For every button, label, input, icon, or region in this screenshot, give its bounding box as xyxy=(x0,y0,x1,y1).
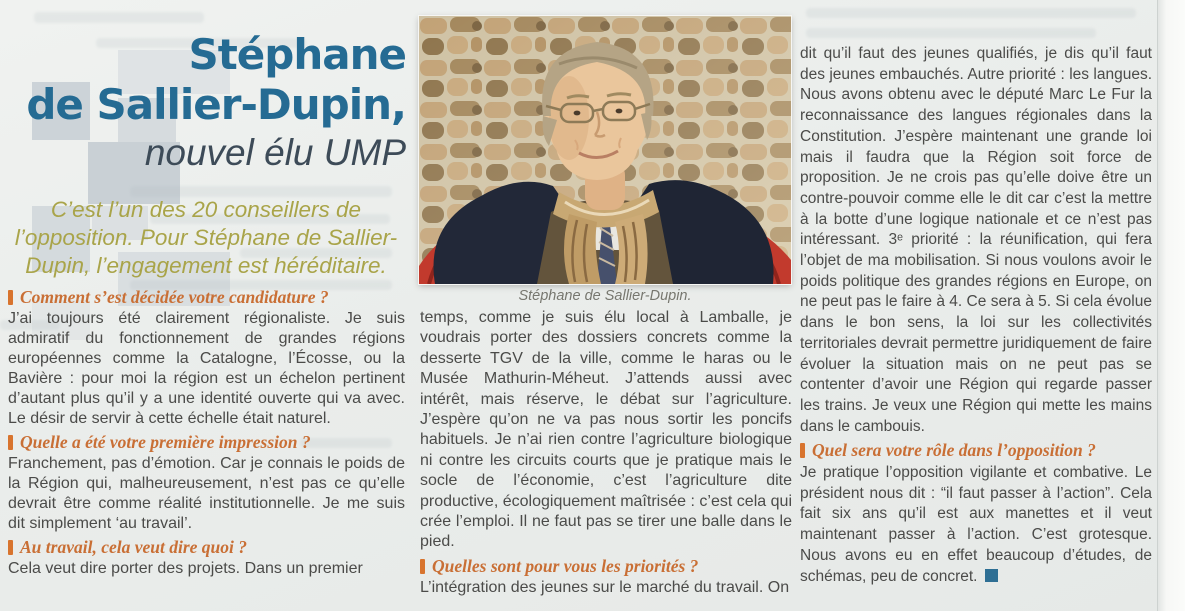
question-text: Quel sera votre rôle dans l’opposition ? xyxy=(812,440,1096,461)
question-row xyxy=(800,440,1152,461)
answer-paragraph: Cela veut dire porter des projets. Dans un premier xyxy=(8,560,363,577)
title-line-1: Stéphane xyxy=(188,30,406,79)
article-title xyxy=(8,30,406,176)
question-text: Comment s’est décidée votre candidature ? xyxy=(20,287,329,307)
answer-paragraph: Franchement, pas d’émotion. Car je connais le poids de la Région qui, malheureusement, n’est pas ce qu’elle devrait être comme réalité institutionnelle. Je me suis dit simplement ‘au travail’. xyxy=(8,455,405,532)
answer-paragraph xyxy=(800,463,1152,587)
column-middle xyxy=(420,308,792,600)
question-row xyxy=(8,537,405,557)
question-row xyxy=(8,432,405,452)
portrait-photo-illustration xyxy=(419,16,791,284)
question-text: Quelles sont pour vous les priorités ? xyxy=(432,555,699,576)
question-marker-bar xyxy=(800,443,805,458)
answer-text: Je pratique l’opposition vigilante et combative. Le président nous dit : “il faut passer à l’action”. Cela fait six ans qu’il est aux manettes et il veut maintenant passer à l’action. C’est grotesque. Nous avons eu en effet beaucoup d’études, de schémas, peu de concret. xyxy=(800,464,1152,585)
question-marker-bar xyxy=(8,290,13,305)
article-lede: C’est l’un des 20 conseillers de l’opposition. Pour Stéphane de Sallier-Dupin, l’engagement est héréditaire. xyxy=(14,197,398,278)
page-edge xyxy=(1157,0,1185,611)
question-row xyxy=(420,556,792,576)
question-marker-bar xyxy=(420,559,425,574)
answer-paragraph: temps, comme je suis élu local à Lamballe, je voudrais porter des dossiers concrets comme la desserte TGV de la ville, comme le haras ou le Musée Mathurin-Méheut. J’attends aussi avec intérêt, mais réserve, le débat sur l’agriculture. J’espère qu’on ne va pas nous sortir les poncifs habituels. Je n’ai rien contre l’agriculture biologique ni contre les circuits courts que je pratique mais le socle de l’économie, c’est l’agriculture dite productive, écologiquement maîtrisée : c’est cela qui crée l’emploi. Il ne faut pas se tirer une balle dans le pied. xyxy=(420,309,792,551)
question-marker-bar xyxy=(8,540,13,555)
answer-paragraph: L’intégration des jeunes sur le marché du travail. On xyxy=(420,579,790,597)
question-marker-bar xyxy=(8,435,13,450)
question-text: Quelle a été votre première impression ? xyxy=(20,432,311,452)
answer-paragraph: dit qu’il faut des jeunes qualifiés, je dis qu’il faut des jeunes embauchés. Autre priorité : les langues. Nous avons obtenu avec le député Marc Le Fur la reconnaissance des langues régionales dans la Constitution. J’espère maintenant une grande loi mais il faudra que la Région soit force de proposition. Je ne crois pas qu’elle doive être un contre-pouvoir comme elle le dit car c’est la mettre à la botte d’une logique nationale et ce n’est pas intéressant. 3ᵉ priorité : la réunification, qui fera l’objet de ma mobilisation. Si nous voulons avoir le poids politique des grandes régions en Europe, on ne peut pas le faire à 4. Ce sera à 5. Si cela évolue dans le bon sens, la loi sur les collectivités territoriales devrait permettre juridiquement de faire évoluer la situation mais on ne peut pas se contenter d’avoir une Région qui regarde passer les trains. Je veux une Région qui mette les mains dans le cambouis. xyxy=(800,45,1152,435)
column-right xyxy=(800,44,1152,588)
title-line-3: nouvel élu UMP xyxy=(144,132,406,173)
photo-caption: Stéphane de Sallier-Dupin. xyxy=(518,288,692,304)
question-row xyxy=(8,287,405,307)
end-of-article-icon xyxy=(985,569,998,582)
answer-paragraph: J’ai toujours été clairement régionaliste. Je suis admiratif du fonctionnement de grandes régions européennes comme la Catalogne, l’Écosse, ou la Bavière : pour moi la région est un échelon pertinent d’autant plus qu’il y a une identité ouverte qui va avec. Le désir de servir à cette échelle était naturel. xyxy=(8,310,405,427)
title-line-2: de Sallier-Dupin, xyxy=(26,80,406,129)
portrait-photo xyxy=(419,16,791,284)
question-text: Au travail, cela veut dire quoi ? xyxy=(20,537,248,557)
column-left xyxy=(8,284,405,580)
